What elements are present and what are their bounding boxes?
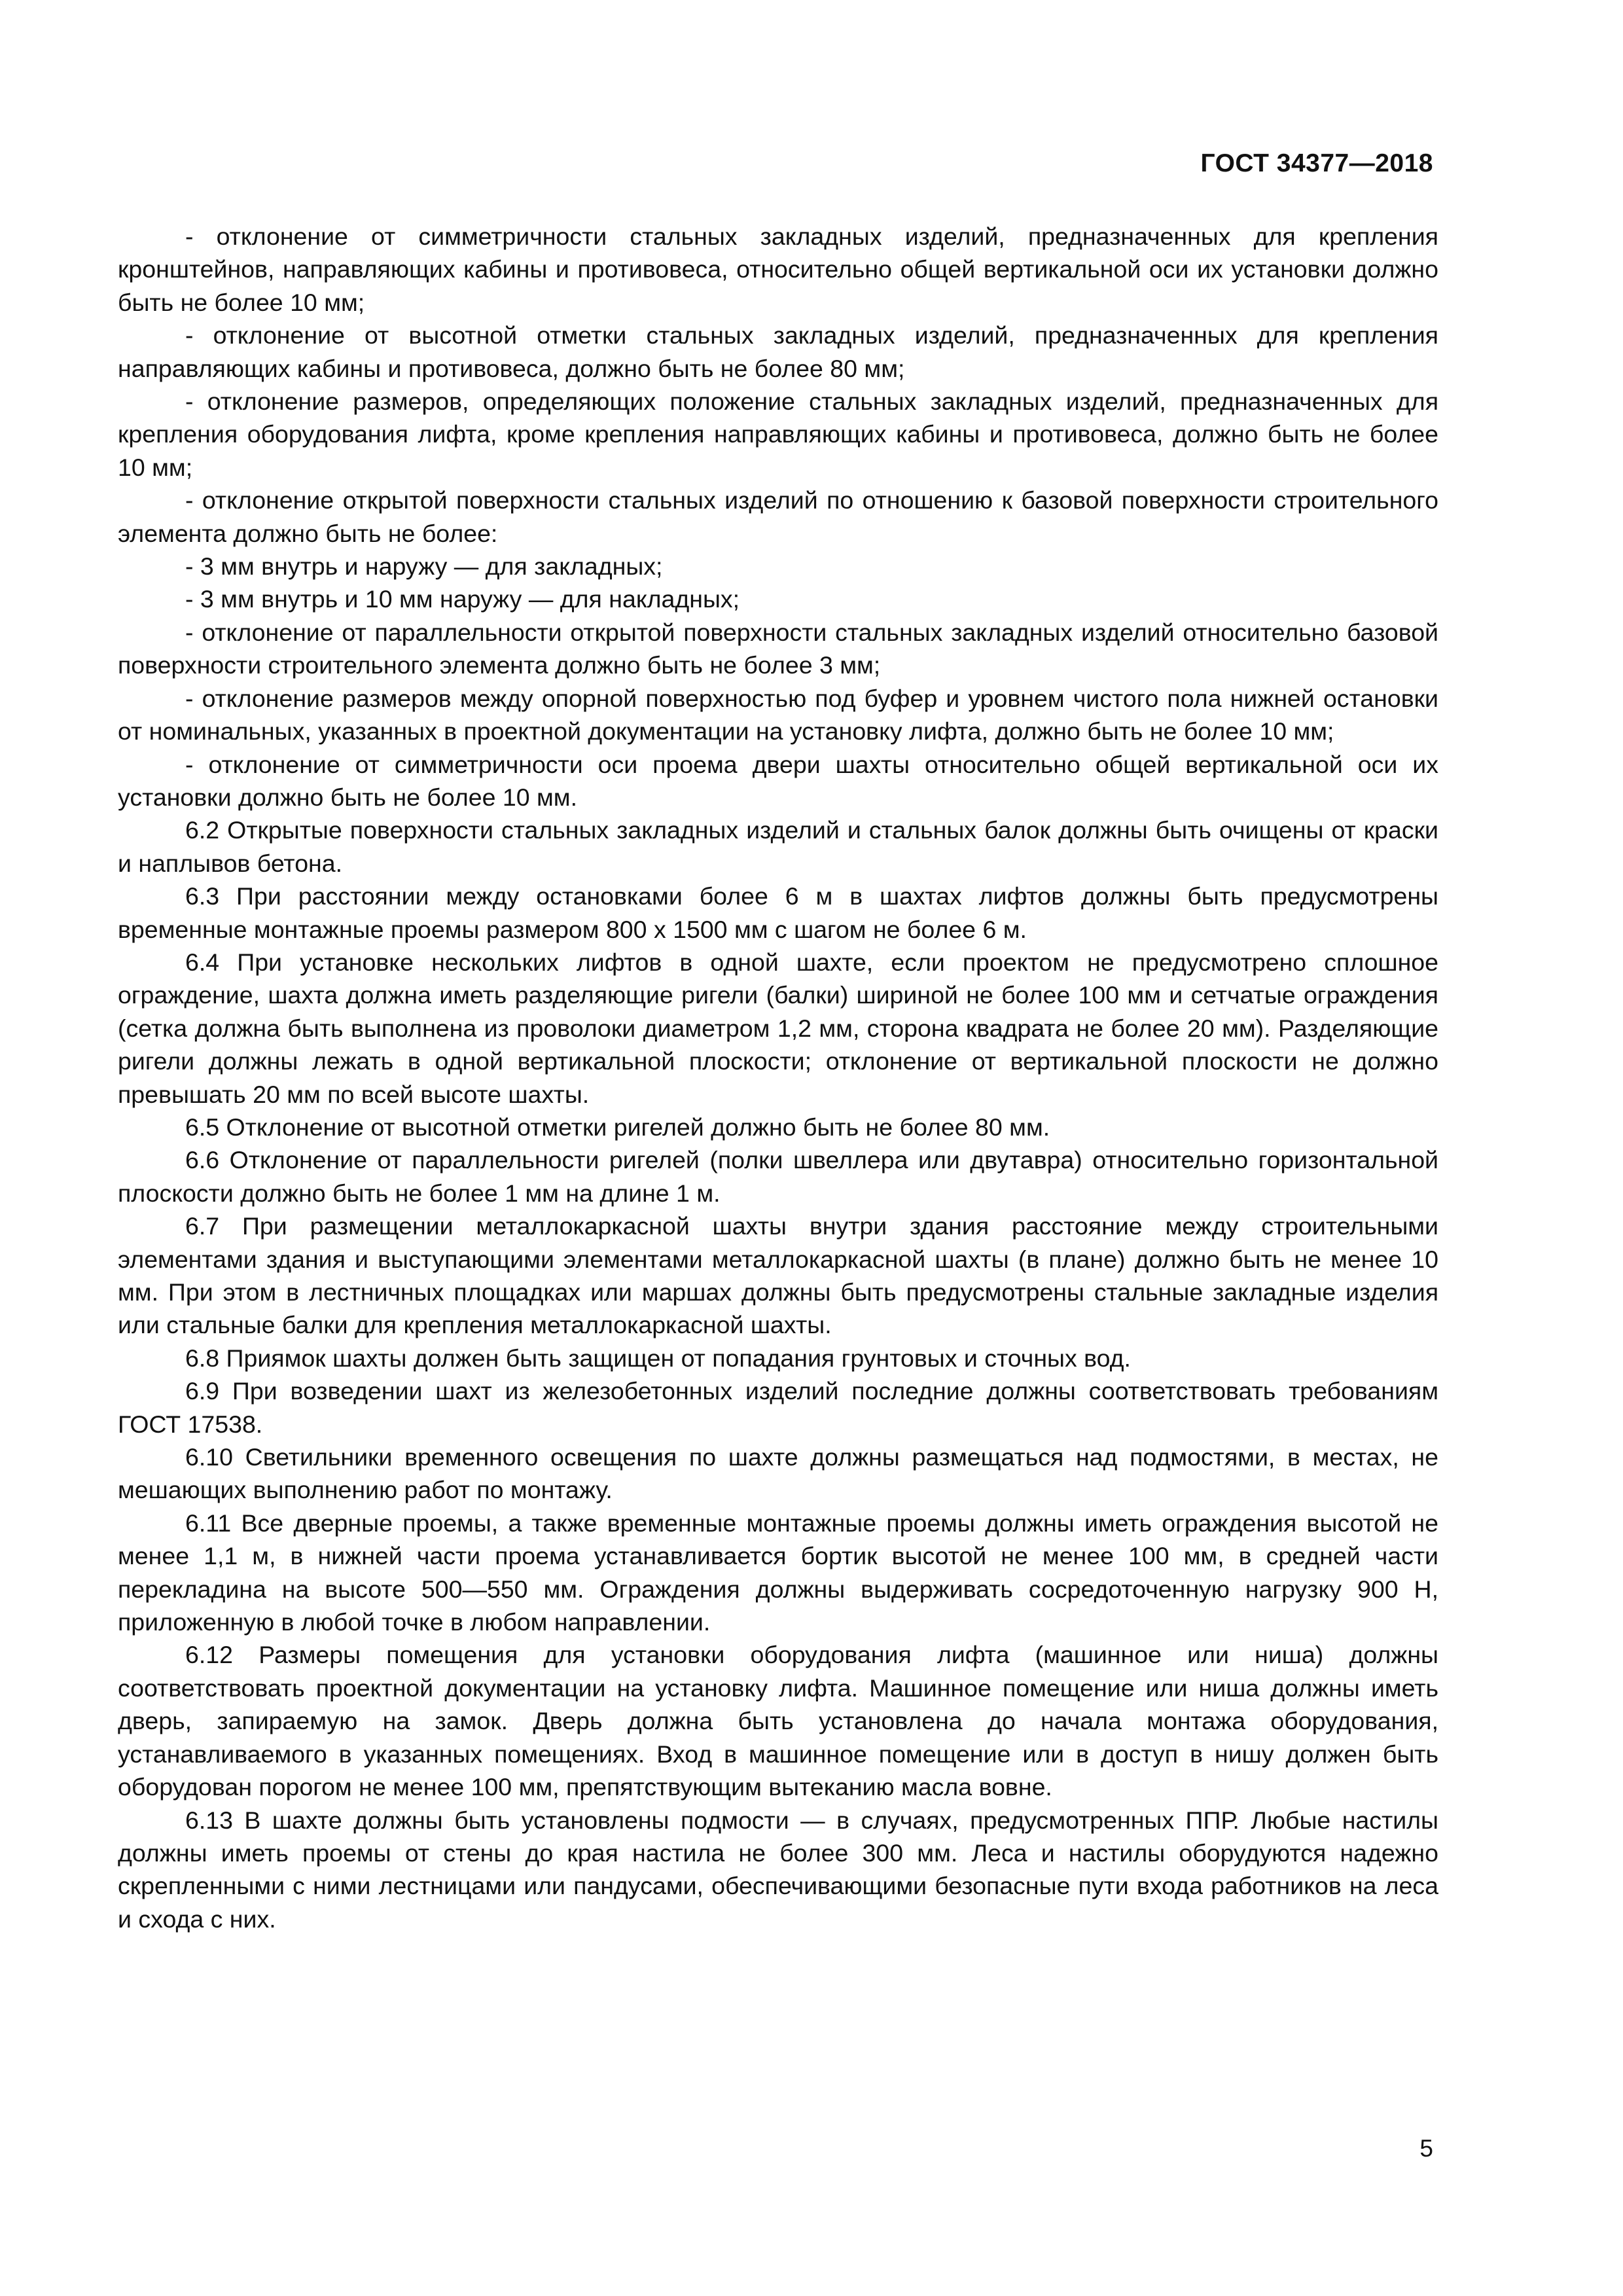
paragraph: - отклонение размеров, определяющих положение стальных закладных изделий, предназначенных для крепления оборудования лифта, кроме крепления направляющих кабины и противовеса, должно быть не более 10 мм; xyxy=(118,387,1438,481)
clause-6-12: 6.12 Размеры помещения для установки оборудования лифта (машинное или ниша) должны соответствовать проектной документации на установку лифта. Машинное помещение или ниша должны иметь дверь, запираемую на замок. Дверь должна быть установлена до начала монтажа оборудования, устанавливаемого в указанных помещениях. Вход в машинное помещение или в доступ в нишу должен быть оборудован порогом не менее 100 мм, препятствующим вытеканию масла вовне. xyxy=(118,1641,1438,1801)
paragraph: - отклонение открытой поверхности стальных изделий по отношению к базовой поверхности строительного элемента должно быть не более: xyxy=(118,486,1438,547)
paragraph: - 3 мм внутрь и 10 мм наружу — для накладных; xyxy=(185,585,740,613)
clause-6-6: 6.6 Отклонение от параллельности ригелей (полки швеллера или двутавра) относительно горизонтальной плоскости должно быть не более 1 мм на длине 1 м. xyxy=(118,1146,1438,1207)
clause-6-5: 6.5 Отклонение от высотной отметки ригелей должно быть не более 80 мм. xyxy=(185,1113,1050,1141)
clause-6-2: 6.2 Открытые поверхности стальных закладных изделий и стальных балок должны быть очищены от краски и наплывов бетона. xyxy=(118,816,1438,877)
paragraph: - отклонение размеров между опорной поверхностью под буфер и уровнем чистого пола нижней остановки от номинальных, указанных в проектной документации на установку лифта, должно быть не более 10 мм; xyxy=(118,684,1438,745)
paragraph: - отклонение от высотной отметки стальных закладных изделий, предназначенных для крепления направляющих кабины и противовеса, должно быть не более 80 мм; xyxy=(118,321,1438,382)
clause-6-13: 6.13 В шахте должны быть установлены подмости — в случаях, предусмотренных ППР. Любые настилы должны иметь проемы от стены до края настила не более 300 мм. Леса и настилы оборудуются надежно скрепленными с ними лестницами или пандусами, обеспечивающими безопасные пути входа работников на леса и схода с них. xyxy=(118,1806,1438,1933)
clause-6-3: 6.3 При расстоянии между остановками более 6 м в шахтах лифтов должны быть предусмотрены временные монтажные проемы размером 800 х 1500 мм с шагом не более 6 м. xyxy=(118,882,1438,943)
page-number: 5 xyxy=(1419,2135,1433,2162)
paragraph: - отклонение от симметричности стальных закладных изделий, предназначенных для крепления кронштейнов, направляющих кабины и противовеса, относительно общей вертикальной оси их установки должно быть не более 10 мм; xyxy=(118,223,1438,316)
clause-6-4: 6.4 При установке нескольких лифтов в одной шахте, если проектом не предусмотрено сплошное ограждение, шахта должна иметь разделяющие ригели (балки) шириной не более 100 мм и сетчатые ограждения (сетка должна быть выполнена из проволоки диаметром 1,2 мм, сторона квадрата не более 20 мм). Разделяющие ригели должны лежать в одной вертикальной плоскости; отклонение от вертикальной плоскости не должно превышать 20 мм по всей высоте шахты. xyxy=(118,948,1438,1108)
paragraph: - 3 мм внутрь и наружу — для закладных; xyxy=(185,552,663,581)
clause-6-9: 6.9 При возведении шахт из железобетонных изделий последние должны соответствовать требованиям ГОСТ 17538. xyxy=(118,1377,1438,1438)
paragraph: - отклонение от параллельности открытой поверхности стальных закладных изделий относительно базовой поверхности строительного элемента должно быть не более 3 мм; xyxy=(118,618,1438,679)
clause-6-8: 6.8 Приямок шахты должен быть защищен от попадания грунтовых и сточных вод. xyxy=(185,1344,1131,1372)
clause-6-7: 6.7 При размещении металлокаркасной шахты внутри здания расстояние между строительными элементами здания и выступающими элементами металлокаркасной шахты (в плане) должно быть не менее 10 мм. При этом в лестничных площадках или маршах должны быть предусмотрены стальные закладные изделия или стальные балки для крепления металлокаркасной шахты. xyxy=(118,1212,1438,1339)
paragraph: - отклонение от симметричности оси проема двери шахты относительно общей вертикальной оси их установки должно быть не более 10 мм. xyxy=(118,750,1438,811)
clause-6-10: 6.10 Светильники временного освещения по шахте должны размещаться над подмостями, в местах, не мешающих выполнению работ по монтажу. xyxy=(118,1443,1438,1504)
standard-id-header: ГОСТ 34377—2018 xyxy=(1200,149,1433,177)
document-body xyxy=(118,220,1438,1935)
clause-6-11: 6.11 Все дверные проемы, а также временные монтажные проемы должны иметь ограждения высотой не менее 1,1 м, в нижней части проема устанавливается бортик высотой не менее 100 мм, в средней части перекладина на высоте 500—550 мм. Ограждения должны выдерживать сосредоточенную нагрузку 900 Н, приложенную в любой точке в любом направлении. xyxy=(118,1509,1438,1636)
